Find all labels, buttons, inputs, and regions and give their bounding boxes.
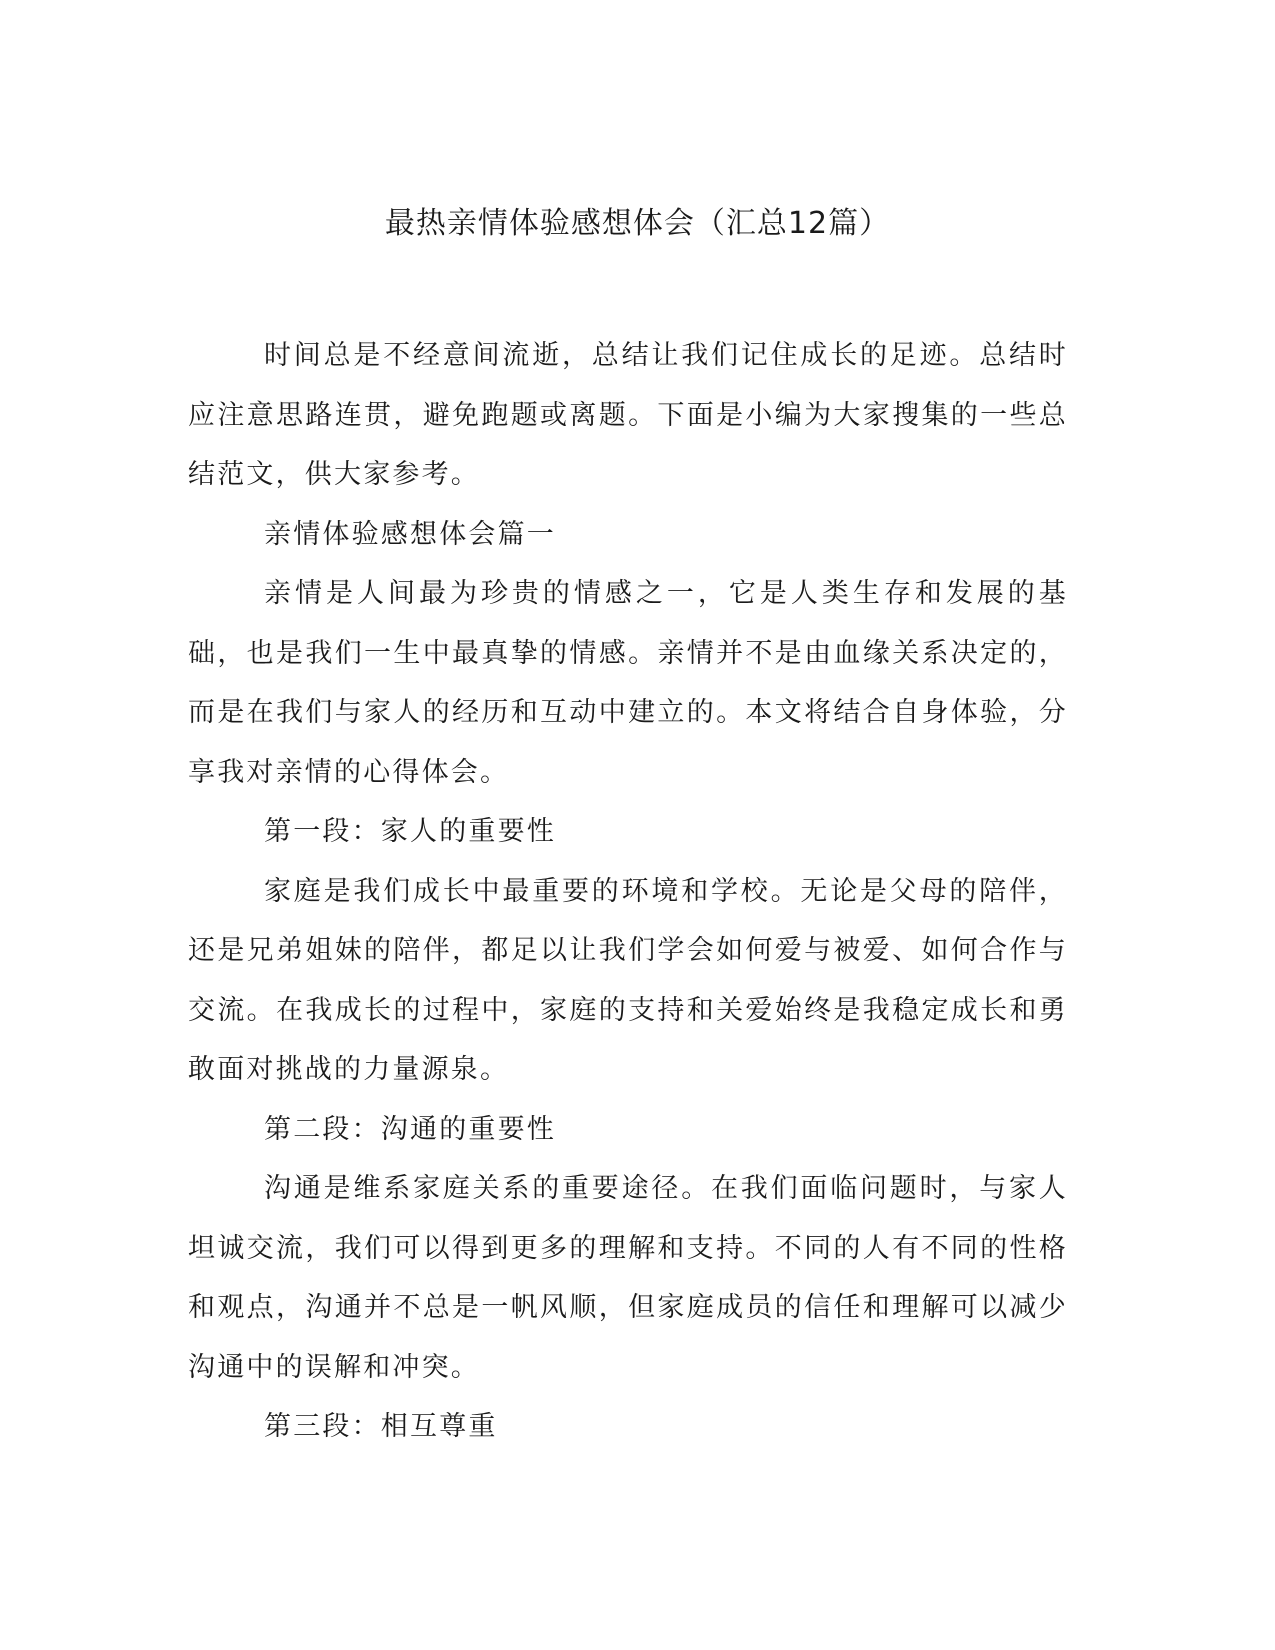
- document-body: [188, 326, 1068, 1457]
- document-title: 最热亲情体验感想体会（汇总12篇）: [384, 206, 891, 241]
- section-2-paragraph: 沟通是维系家庭关系的重要途径。在我们面临问题时，与家人坦诚交流，我们可以得到更多的理解和支持。不同的人有不同的性格和观点，沟通并不总是一帆风顺，但家庭成员的信任和理解可以减少沟通中的误解和冲突。: [188, 1173, 1068, 1383]
- section-heading-part-one: 亲情体验感想体会篇一: [264, 518, 556, 550]
- intro-paragraph: 时间总是不经意间流逝，总结让我们记住成长的足迹。总结时应注意思路连贯，避免跑题或离题。下面是小编为大家搜集的一些总结范文，供大家参考。: [188, 340, 1068, 490]
- part-one-intro-paragraph: 亲情是人间最为珍贵的情感之一，它是人类生存和发展的基础，也是我们一生中最真挚的情感。亲情并不是由血缘关系决定的，而是在我们与家人的经历和互动中建立的。本文将结合自身体验，分享我对亲情的心得体会。: [188, 578, 1068, 788]
- section-heading-1: 第一段：家人的重要性: [264, 816, 556, 847]
- section-heading-2: 第二段：沟通的重要性: [264, 1113, 556, 1145]
- section-heading-3: 第三段：相互尊重: [264, 1411, 498, 1442]
- section-1-paragraph: 家庭是我们成长中最重要的环境和学校。无论是父母的陪伴，还是兄弟姐妹的陪伴，都足以让我们学会如何爱与被爱、如何合作与交流。在我成长的过程中，家庭的支持和关爱始终是我稳定成长和勇敢面对挑战的力量源泉。: [188, 875, 1068, 1085]
